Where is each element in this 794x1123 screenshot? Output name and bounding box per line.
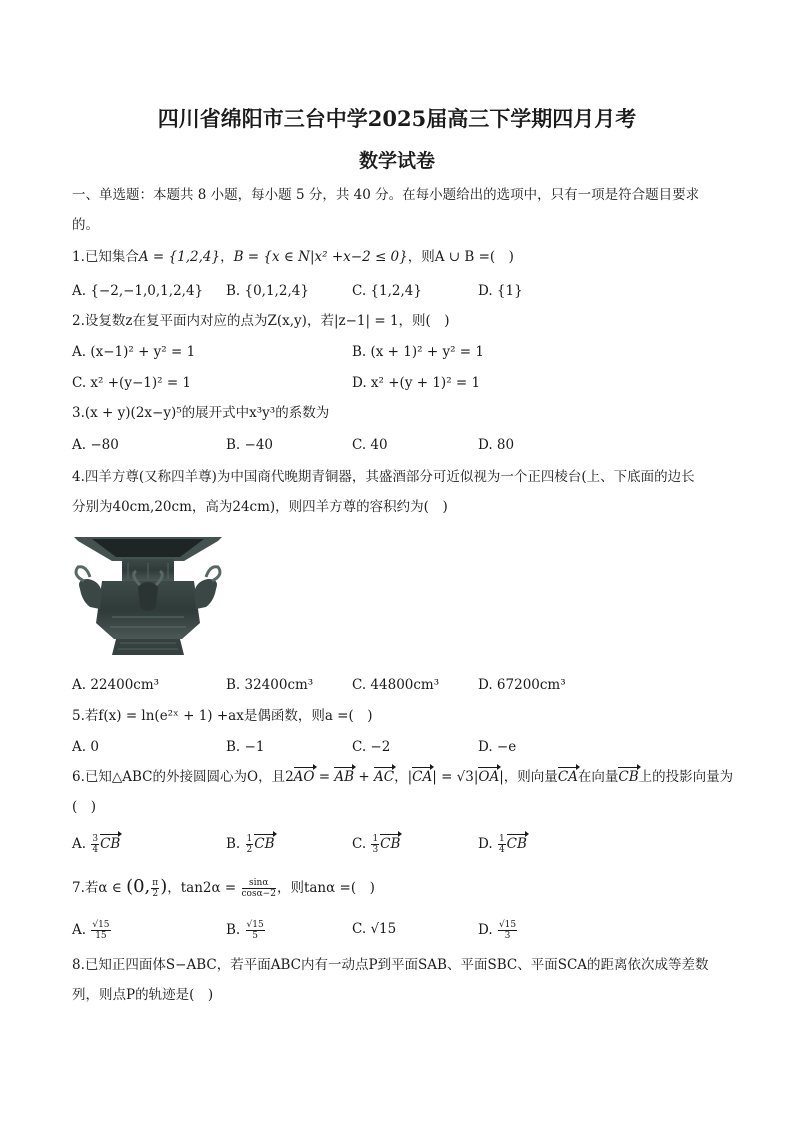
q6-cond: ，| [394,769,413,785]
q1-option-b[interactable]: B. {0,1,2,4} [226,283,309,299]
option-label: B. [226,922,245,938]
vector-cb: CB [254,836,275,852]
question-8-line1: 8.已知正四面体S−ABC，若平面ABC内有一动点P到平面SAB、平面SBC、平面SCA的距离依次成等差数 [72,957,709,973]
numerator: 1 [246,834,253,844]
q3-option-d[interactable]: D. 80 [478,437,515,453]
q5-option-d[interactable]: D. −e [478,739,517,755]
q1-option-d[interactable]: D. {1} [478,283,523,299]
vector-cb: CB [506,836,527,852]
q6-tail1: |，则向量 [499,769,558,785]
four-ram-zun-bronze-image [72,531,224,659]
q5-option-b[interactable]: B. −1 [226,739,265,755]
numerator: sinα [242,878,276,889]
numerator: √15 [92,920,110,930]
question-4-line2: 分别为40cm,20cm，高为24cm)，则四羊方尊的容积约为( ) [72,499,448,515]
question-4-line1: 4.四羊方尊(又称四羊尊)为中国商代晚期青铜器，其盛酒部分可近似视为一个正四棱台(上、下底面的边长 [72,469,695,485]
question-1-stem [72,248,514,266]
vector-cb: CB [618,769,639,785]
numerator: 3 [92,834,99,844]
q5-option-c[interactable]: C. −2 [352,739,391,755]
fraction [498,920,517,941]
vector-cb: CB [100,836,121,852]
q2-option-d[interactable]: D. x² +(y + 1)² = 1 [352,375,481,391]
option-label: D. [478,836,497,852]
q7-text-c: ，则tanα =( ) [276,880,375,896]
q6-option-d[interactable] [478,834,527,855]
vector-ca-2: CA [557,769,578,785]
numerator: 1 [372,834,379,844]
section-instruction-line2: 的。 [72,217,99,233]
numerator: 1 [498,834,505,844]
option-label: A. [72,922,91,938]
option-label: B. [226,836,245,852]
vector-oa: OA [478,769,500,785]
vector-ab: AB [334,769,355,785]
q1-stem-prefix: 1.已知集合 [72,249,139,265]
fraction [91,920,110,941]
denominator: 3 [372,845,379,855]
q4-option-c[interactable]: C. 44800cm³ [352,677,440,693]
denominator: 4 [92,845,99,855]
option-label: A. [72,836,91,852]
q7-interval-open: (0, [126,876,151,897]
q6-eq2: | = √3| [432,769,479,785]
question-6-line1 [72,768,733,786]
q1-set-a: A = {1,2,4} [138,249,221,265]
section-instruction-line1: 一、单选题：本题共 8 小题，每小题 5 分，共 40 分。在每小题给出的选项中，只有一项是符合题目要求 [72,187,700,203]
denominator: 3 [504,931,511,941]
q3-option-c[interactable]: C. 40 [352,437,388,453]
fraction [246,920,265,941]
q1-separator: ， [220,249,234,265]
fraction [371,834,379,855]
q1-option-c[interactable]: C. {1,2,4} [352,283,422,299]
q1-set-b: B = {x ∈ N|x² +x−2 ≤ 0} [233,249,408,265]
fraction [246,834,254,855]
fraction [91,834,99,855]
denominator: 2 [246,845,253,855]
pi-over-2 [151,878,159,899]
fraction [498,834,506,855]
q6-eq: = [314,769,335,785]
q5-option-a[interactable]: A. 0 [72,739,99,755]
question-5-stem: 5.若f(x) = ln(e²ˣ + 1) +ax是偶函数，则a =( ) [72,708,373,724]
q3-option-a[interactable]: A. −80 [72,437,119,453]
vector-ao: AO [293,769,315,785]
option-value: √15 [370,921,397,937]
q6-option-b[interactable] [226,834,275,855]
vector-ac: AC [373,769,395,785]
denominator: 2 [152,889,159,899]
question-8-line2: 列，则点P的轨迹是( ) [72,987,214,1003]
q1-stem-tail: ，则A ∪ B =( ) [407,249,514,265]
numerator: π [152,878,159,888]
option-label: C. [352,921,371,937]
vector-ca: CA [412,769,433,785]
vector-cb: CB [380,836,401,852]
q7-interval-close: ) [160,876,168,897]
numerator: √15 [498,920,517,930]
denominator: 4 [498,845,505,855]
q7-text-a: 7.若α ∈ [72,880,127,896]
q4-option-d[interactable]: D. 67200cm³ [478,677,566,693]
question-2-stem: 2.设复数z在复平面内对应的点为Z(x,y)，若|z−1| = 1，则( ) [72,313,450,329]
q2-option-c[interactable]: C. x² +(y−1)² = 1 [72,375,192,391]
q6-text-1: 6.已知△ABC的外接圆圆心为O，且2 [72,769,294,785]
question-6-line2: ( ) [72,799,97,815]
q6-option-c[interactable] [352,834,400,855]
q7-text-b: ，tan2α = [167,880,241,896]
q6-tail3: 上的投影向量为 [638,769,734,785]
q7-option-a[interactable] [72,920,112,941]
option-label: C. [352,836,371,852]
q7-fraction [242,878,276,899]
option-label: D. [478,922,497,938]
q4-option-a[interactable]: A. 22400cm³ [72,677,160,693]
denominator: 5 [252,931,258,941]
q2-option-a[interactable]: A. (x−1)² + y² = 1 [72,344,196,360]
q6-tail2: 在向量 [577,769,619,785]
denominator: 15 [95,931,107,941]
q2-option-b[interactable]: B. (x + 1)² + y² = 1 [352,344,484,360]
numerator: √15 [246,920,264,930]
q1-option-a[interactable]: A. {−2,−1,0,1,2,4} [72,283,204,299]
exam-title: 四川省绵阳市三台中学2025届高三下学期四月月考 [157,106,637,131]
q7-option-c[interactable] [352,920,396,938]
exam-subtitle: 数学试卷 [358,150,435,172]
q6-option-a[interactable] [72,834,120,855]
q7-option-d[interactable] [478,920,518,941]
question-7-stem [72,878,375,899]
q3-option-b[interactable]: B. −40 [226,437,273,453]
denominator: cosα−2 [241,889,276,899]
q7-option-b[interactable] [226,920,266,941]
question-3-stem: 3.(x + y)(2x−y)⁵的展开式中x³y³的系数为 [72,405,330,421]
q4-option-b[interactable]: B. 32400cm³ [226,677,314,693]
q6-plus: + [354,769,374,785]
